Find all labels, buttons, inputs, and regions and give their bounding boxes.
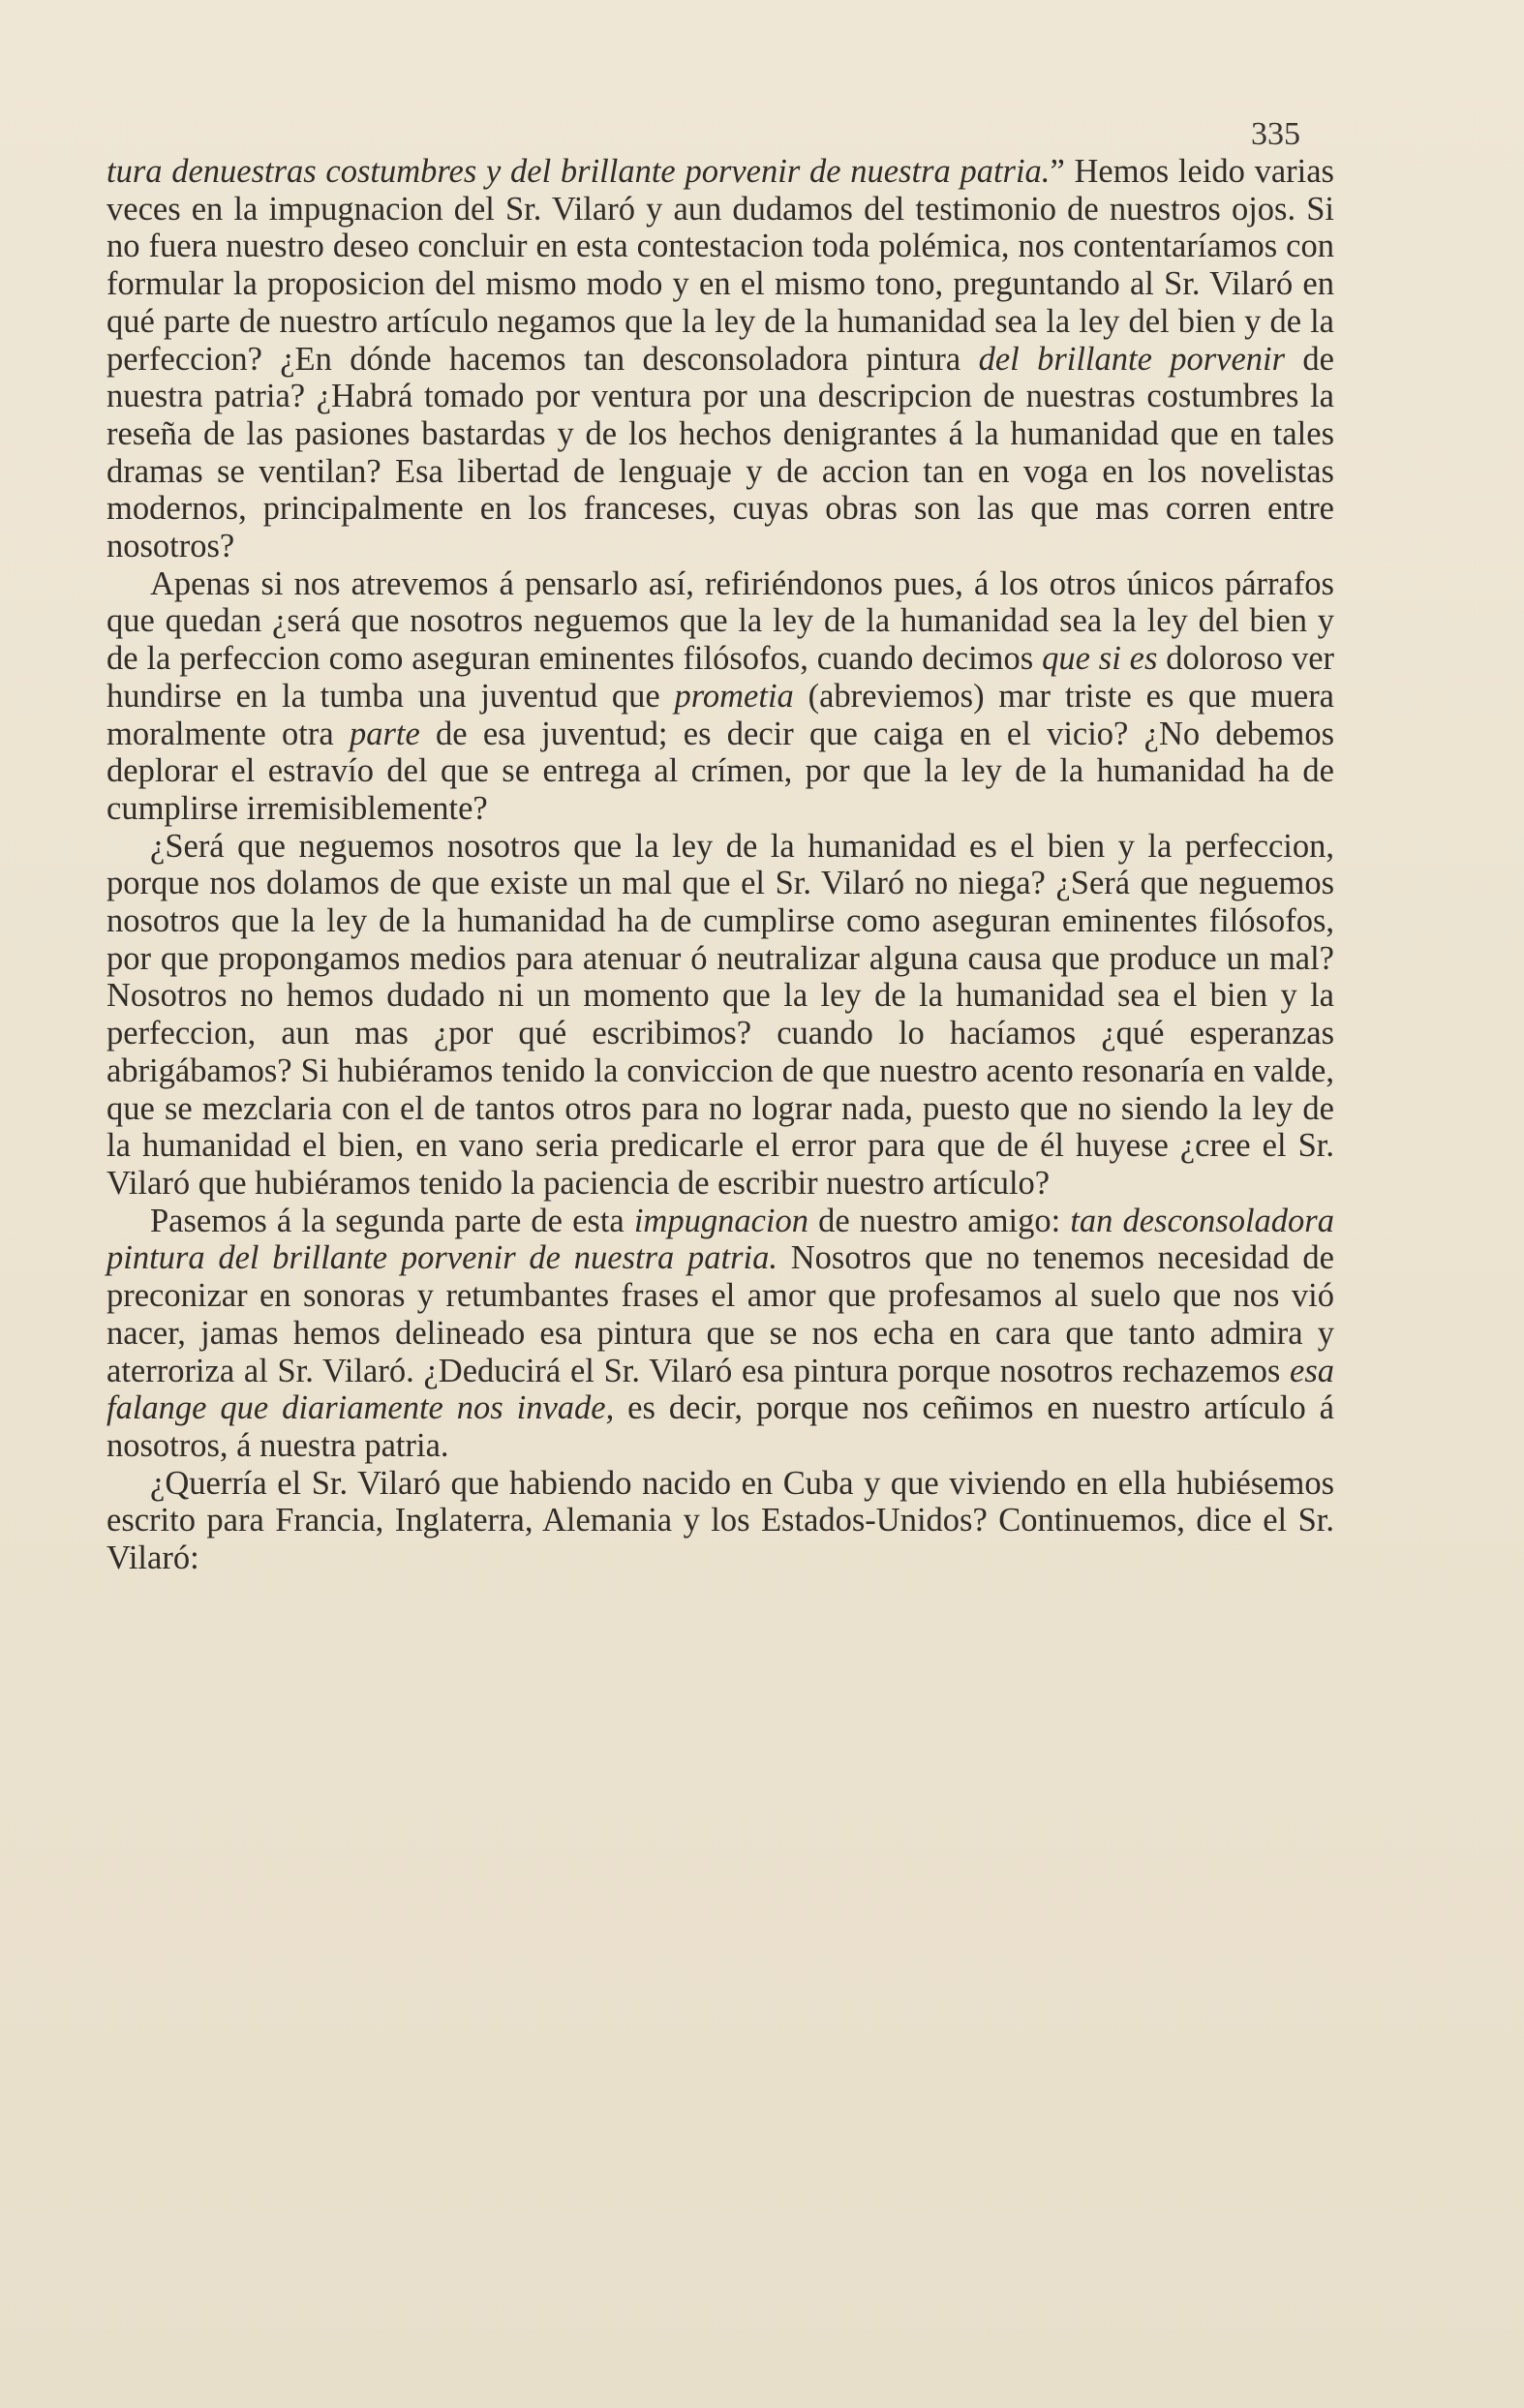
paragraph-4	[107, 1203, 1334, 1465]
paragraph-3-span: ¿Será que neguemos nosotros que la ley de la humanidad es el bien y la perfeccion, porque nos dolamos de que existe un mal que el Sr. Vilaró no niega? ¿Será que neguemos nosotros que la ley de la humanidad ha de cumplirse como aseguran eminentes filósofos, por que propongamos medios para atenuar ó neutralizar alguna causa que produce un mal? Nosotros no hemos dudado ni un momento que la ley de la humanidad sea el bien y la perfeccion, aun mas ¿por qué escribimos? cuando lo hacíamos ¿qué esperanzas abrigábamos? Si hubiéramos tenido la conviccion de que nuestro acento resonaría en valde, que se mezclaria con el de tantos otros para no lograr nada, puesto que no siendo la ley de la humanidad el bien, en vano seria predicarle el error para que de él huyese ¿cree el Sr. Vilaró que hubiéramos tenido la paciencia de escribir nuestro artículo?	[107, 827, 1334, 1202]
paragraph-2	[107, 565, 1334, 828]
paragraph-2-span: doloroso ver hundirse en la tumba una juventud que	[107, 640, 1334, 715]
paragraph-3	[107, 828, 1334, 1203]
paragraph-2-span: prometia	[674, 677, 794, 715]
paragraph-4-span: Pasemos á la segunda parte de esta	[150, 1202, 634, 1239]
paragraph-4-span: Nosotros que no tenemos necesidad de preconizar en sonoras y retumbantes frases el amor que profesamos al suelo que nos vió nacer, jamas hemos delineado esa pintura que se nos echa en cara que tanto admira y aterroriza al Sr. Vilaró. ¿Deducirá el Sr. Vilaró esa pintura porque nosotros rechazemos	[107, 1239, 1334, 1389]
paragraph-4-span: impugnacion	[633, 1202, 808, 1239]
paragraph-1-span: de nuestra patria? ¿Habrá tomado por ventura por una descripcion de nuestras costumbres la reseña de las pasiones bastardas y de los hechos denigrantes á la humanidad que en tales dramas se ventilan? Esa libertad de lenguaje y de accion tan en voga en los novelistas modernos, principalmente en los franceses, cuyas obras son las que mas corren entre nosotros?	[107, 340, 1334, 565]
page-number: 335	[1251, 116, 1300, 152]
paragraph-5	[107, 1465, 1334, 1577]
paragraph-1	[107, 153, 1334, 565]
paragraph-1-span: del brillante porvenir	[978, 340, 1286, 378]
paragraph-2-span: que si es	[1042, 640, 1158, 678]
paragraph-4-span: es decir, porque nos ceñimos en nuestro artículo á nosotros, á nuestra patria.	[107, 1389, 1334, 1464]
paragraph-4-span: tan desconsoladora pintura del brillante porvenir de nuestra patria.	[107, 1202, 1334, 1277]
paragraph-2-span: parte	[349, 715, 420, 752]
paragraph-1-span: tura denuestras costumbres y del brillante porvenir de nuestra patria.	[107, 153, 1051, 190]
paragraph-1-span: ” Hemos leido varias veces en la impugnacion del Sr. Vilaró y aun dudamos del testimonio de nuestros ojos. Si no fuera nuestro deseo concluir en esta contestacion toda polémica, nos contentaríamos con formular la proposicion del mismo modo y en el mismo tono, preguntando al Sr. Vilaró en qué parte de nuestro artículo negamos que la ley de la humanidad sea la ley del bien y de la perfeccion? ¿En dónde hacemos tan desconsoladora pintura	[107, 153, 1334, 378]
paragraph-2-span: de esa juventud; es decir que caiga en el vicio? ¿No debemos deplorar el estravío del que se entrega al crímen, por que la ley de la humanidad ha de cumplirse irremisiblemente?	[107, 715, 1335, 827]
paragraph-5-span: ¿Querría el Sr. Vilaró que habiendo nacido en Cuba y que viviendo en ella hubiésemos escrito para Francia, Inglaterra, Alemania y los Estados-Unidos? Continuemos, dice el Sr. Vilaró:	[107, 1464, 1334, 1577]
paragraph-4-span: esa falange que diariamente nos invade,	[107, 1352, 1334, 1427]
body-text	[107, 153, 1334, 1577]
paragraph-4-span: de nuestro amigo:	[808, 1202, 1071, 1239]
paragraph-2-span: (abreviemos) mar triste es que muera moralmente otra	[107, 677, 1334, 752]
paragraph-2-span: Apenas si nos atrevemos á pensarlo así, refiriéndonos pues, á los otros únicos párrafos que quedan ¿será que nosotros neguemos que la ley de la humanidad sea la ley del bien y de la perfeccion como aseguran eminentes filósofos, cuando decimos	[107, 564, 1334, 678]
